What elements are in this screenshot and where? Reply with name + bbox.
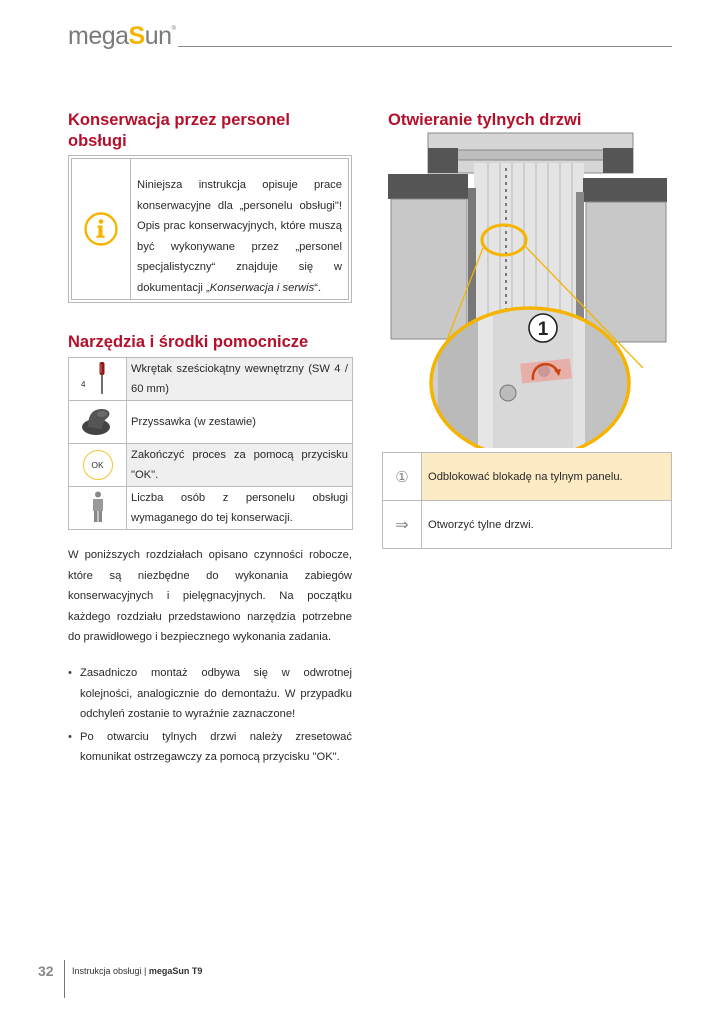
registered-mark: ® — [171, 26, 176, 32]
step-number-icon: ① — [383, 453, 422, 501]
table-row — [69, 358, 353, 401]
info-text: Niniejsza instrukcja opisuje prace konserwacyjne dla „personelu obsługi"! Opis prac konserwacyjnych, które muszą być wykonywane przez „personel specjalistyczny“ znajduje się w dokumentacji „Konserwacja i serwis“. — [137, 179, 342, 294]
list-item: • Po otwarciu tylnych drzwi należy zresetować komunikat ostrzegawczy za pomocą przycisku "OK". — [68, 727, 352, 768]
suction-cup-icon — [69, 401, 127, 444]
logo-suffix: un — [144, 22, 172, 50]
intro-paragraph: W poniższych rozdziałach opisano czynności robocze, które są niezbędne do wykonania zabiegów konserwacyjnych i pielęgnacyjnych. Na początku każdego rozdziału przedstawiono narzędzia potrzebne do prawidłowego i bezpiecznego wykonania zadania. — [68, 549, 352, 643]
hex-screwdriver-icon: 4 — [69, 358, 127, 401]
header-rule — [178, 46, 672, 47]
table-row — [69, 444, 353, 487]
tool-text: Wkrętak sześciokątny wewnętrzny (SW 4 / 60 mm) — [127, 358, 353, 401]
steps-table — [382, 452, 672, 549]
tool-text: Zakończyć proces za pomocą przycisku "OK". — [127, 444, 353, 487]
section-title-open-rear-door: Otwieranie tylnych drzwi — [388, 111, 582, 129]
section-title-tools: Narzędzia i środki pomocnicze — [68, 333, 309, 351]
list-item: • Zasadniczo montaż odbywa się w odwrotnej kolejności, analogicznie do demontażu. W przypadku odchyleń zostanie to wyraźnie zaznaczone! — [68, 663, 352, 725]
doc-reference: Konserwacja i serwis — [209, 281, 315, 294]
rear-door-illustration — [388, 128, 672, 448]
ok-button-icon: OK — [69, 444, 127, 487]
footer-title: Instrukcja obsługi | megaSun T9 — [72, 966, 203, 976]
step-text: Odblokować blokadę na tylnym panelu. — [422, 453, 672, 501]
step-text: Otworzyć tylne drzwi. — [422, 501, 672, 549]
person-icon — [69, 487, 127, 530]
table-row — [383, 453, 672, 501]
section-title-maintenance: Konserwacja przez personel obsługi — [68, 111, 290, 150]
info-icon — [72, 159, 131, 299]
table-row — [69, 487, 353, 530]
page-number: 32 — [38, 963, 54, 979]
footer-divider — [64, 960, 65, 998]
info-box — [68, 155, 352, 303]
arrow-right-icon: ⇒ — [383, 501, 422, 549]
tool-text: Przyssawka (w zestawie) — [127, 401, 353, 444]
tool-text: Liczba osób z personelu obsługi wymaganego do tej konserwacji. — [127, 487, 353, 530]
logo-s: S — [128, 22, 145, 50]
logo-prefix: mega — [68, 22, 129, 50]
tools-table — [68, 357, 353, 530]
megasun-logo — [68, 22, 175, 51]
callout-number: 1 — [537, 319, 549, 340]
table-row — [383, 501, 672, 549]
product-name: megaSun T9 — [148, 966, 203, 976]
table-row — [69, 401, 353, 444]
notes-list — [68, 663, 352, 770]
